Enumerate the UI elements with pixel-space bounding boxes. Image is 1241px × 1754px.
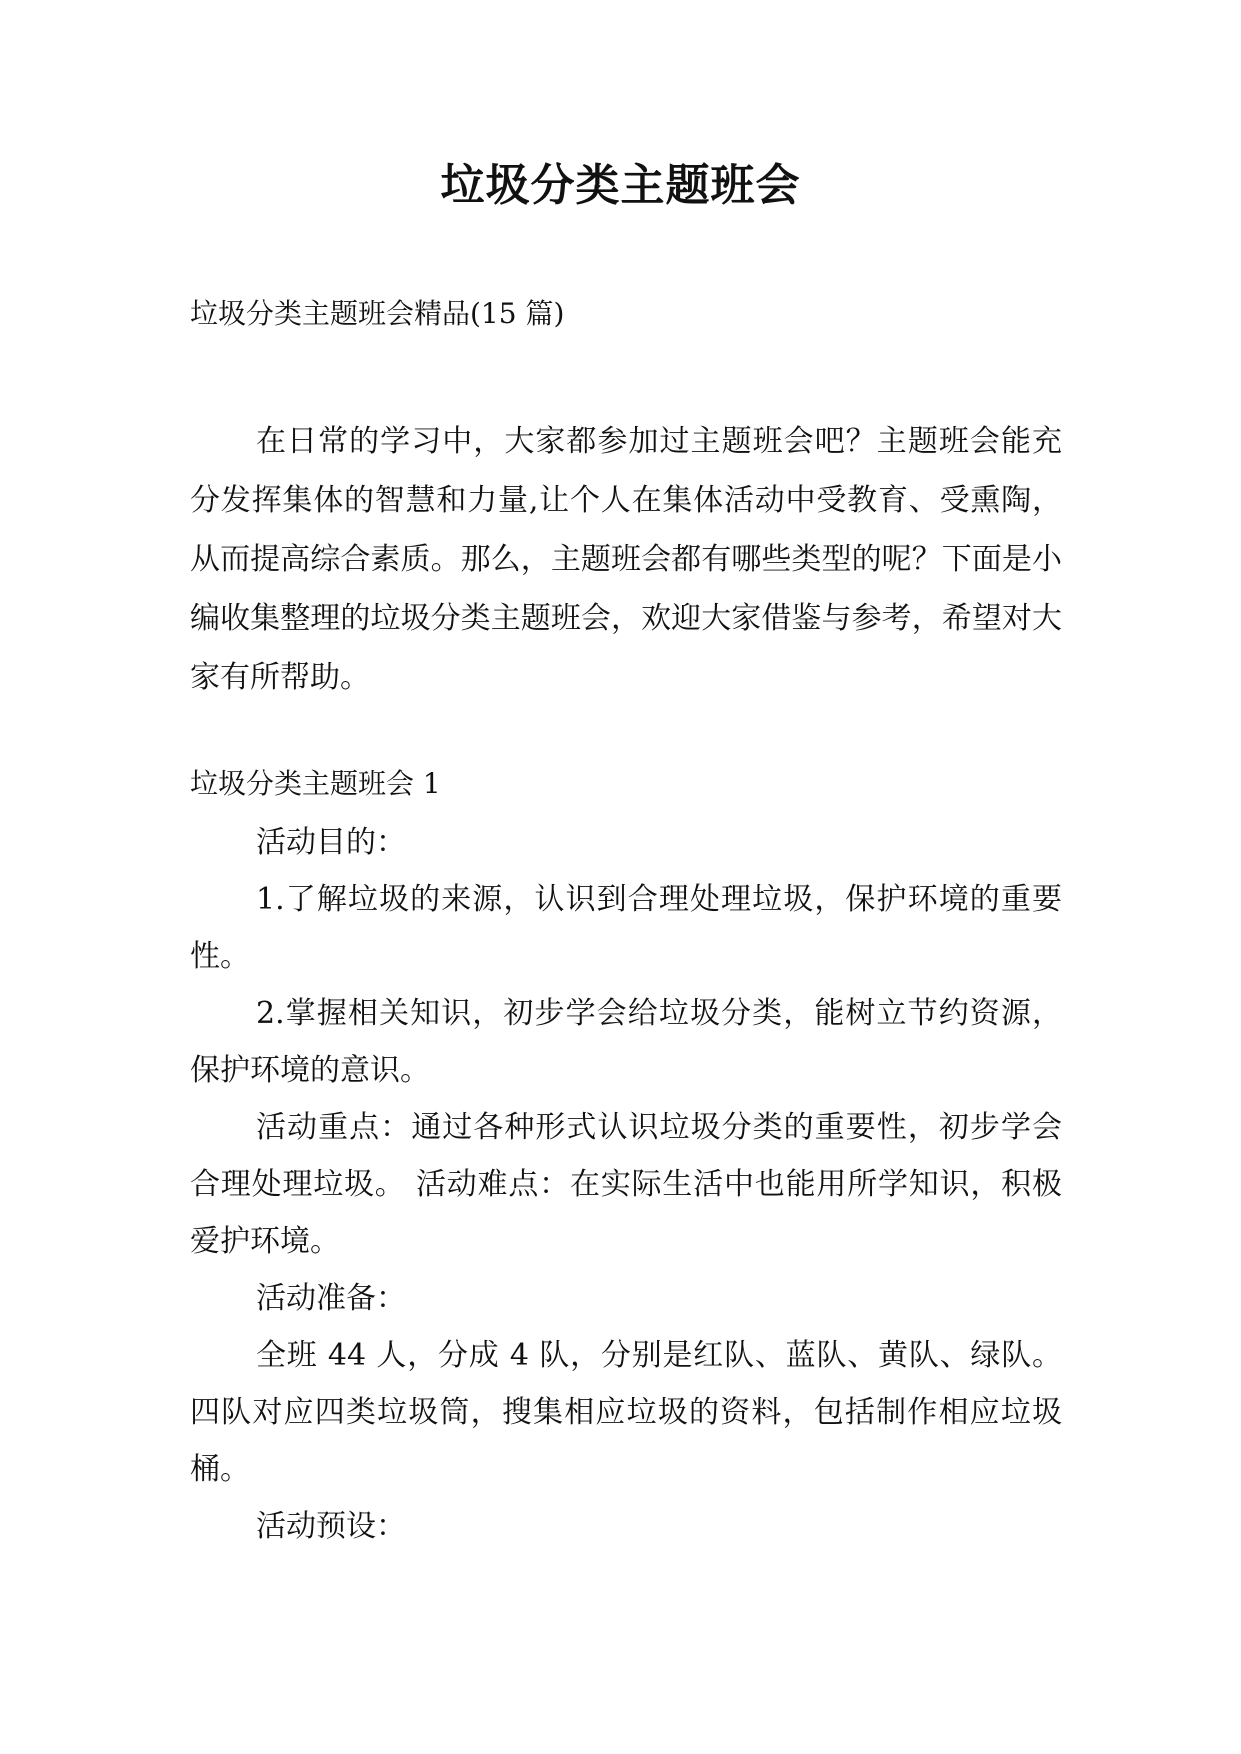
- paragraph-plan-heading: 活动预设：: [256, 1509, 406, 1544]
- paragraph-key-points: 活动重点：通过各种形式认识垃圾分类的重要性，初步学会合理处理垃圾。 活动难点：在实际生活中也能用所学知识，积极爱护环境。: [190, 1110, 1062, 1259]
- document-title: 垃圾分类主题班会: [440, 160, 801, 211]
- document-subtitle: 垃圾分类主题班会精品(15 篇): [190, 297, 565, 330]
- section-body: [190, 814, 1062, 1555]
- paragraph-goal-2: 2.掌握相关知识，初步学会给垃圾分类，能树立节约资源，保护环境的意识。: [190, 996, 1062, 1088]
- paragraph-preparation: 全班 44 人，分成 4 队，分别是红队、蓝队、黄队、绿队。四队对应四类垃圾筒，搜集相应垃圾的资料，包括制作相应垃圾桶。: [190, 1338, 1062, 1487]
- paragraph-preparation-heading: 活动准备：: [256, 1281, 406, 1316]
- paragraph-goal-1: 1.了解垃圾的来源，认识到合理处理垃圾，保护环境的重要性。: [190, 882, 1062, 974]
- section-title: 垃圾分类主题班会 1: [190, 767, 441, 800]
- paragraph-activity-goal-heading: 活动目的：: [256, 825, 406, 860]
- intro-paragraph: 在日常的学习中，大家都参加过主题班会吧？主题班会能充分发挥集体的智慧和力量,让个人在集体活动中受教育、受熏陶，从而提高综合素质。那么，主题班会都有哪些类型的呢？下面是小编收集整理的垃圾分类主题班会，欢迎大家借鉴与参考，希望对大家有所帮助。: [190, 424, 1062, 695]
